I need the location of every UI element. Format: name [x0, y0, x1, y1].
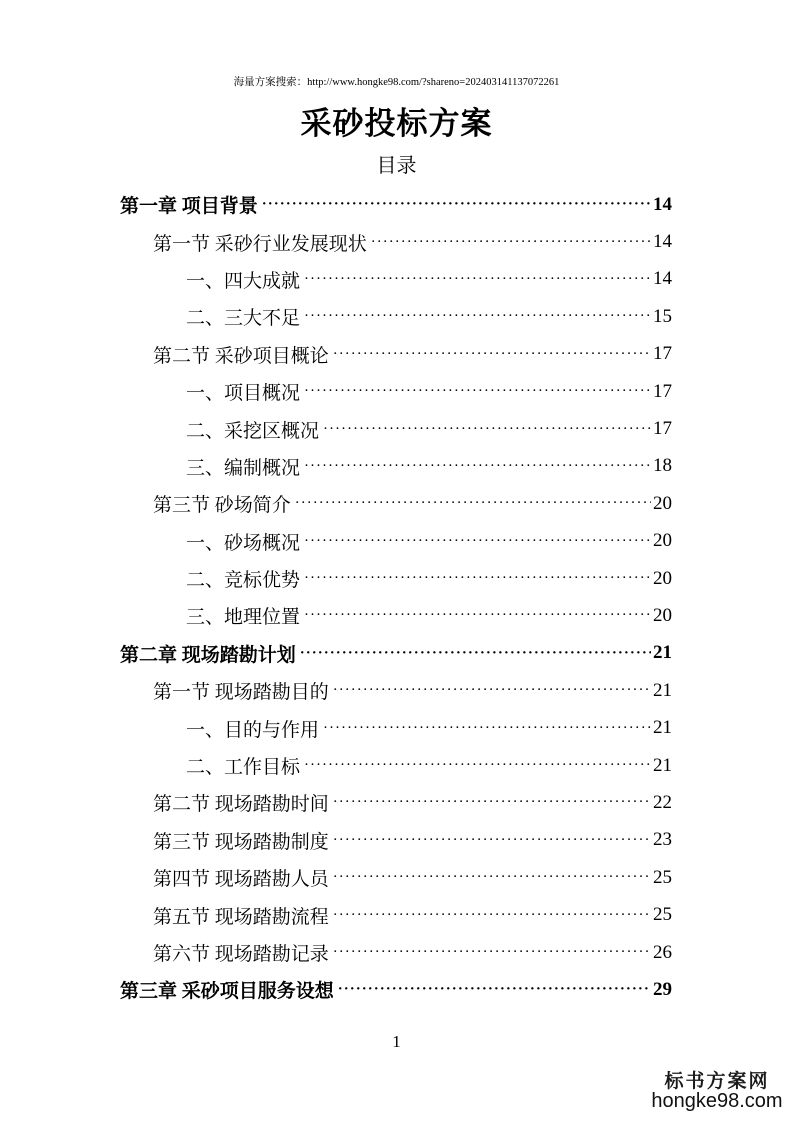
toc-leader-dots	[333, 346, 651, 363]
toc-leader-dots	[304, 458, 651, 475]
toc-entry-title: 第四节 现场踏勘人员	[153, 869, 329, 891]
toc-entry-item[interactable]	[120, 709, 672, 746]
toc-entry-page: 25	[653, 904, 672, 926]
toc-entry-page: 21	[653, 754, 672, 776]
toc-entry-page: 25	[653, 866, 672, 888]
toc-entry-page: 29	[653, 978, 672, 1000]
toc-entry-title: 二、竞标优势	[186, 570, 301, 592]
toc-entry-title: 第六节 现场踏勘记录	[153, 944, 329, 965]
toc-entry-item[interactable]	[120, 298, 672, 335]
toc-entry-title: 第二节 采砂项目概论	[153, 345, 329, 367]
toc-entry-title: 一、砂场概况	[186, 532, 301, 554]
toc-entry-section[interactable]	[120, 896, 672, 933]
toc-entry-item[interactable]	[120, 560, 672, 597]
toc-entry-page: 20	[653, 567, 672, 589]
toc-entry-page: 14	[653, 268, 672, 290]
toc-entry-page: 20	[653, 530, 672, 552]
toc-leader-dots	[304, 533, 651, 550]
toc-entry-chapter[interactable]	[120, 186, 672, 223]
toc-entry-title: 第一节 现场踏勘目的	[153, 682, 329, 704]
toc-leader-dots	[304, 607, 651, 624]
toc-entry-page: 22	[653, 791, 672, 813]
toc-entry-page: 23	[653, 829, 672, 851]
toc-leader-dots	[304, 757, 651, 774]
toc-entry-page: 20	[653, 492, 672, 514]
toc-entry-title: 第三章 采砂项目服务设想	[120, 981, 334, 1003]
toc-entry-chapter[interactable]	[120, 635, 672, 672]
header-url: 海量方案搜索：http://www.hongke98.com/?shareno=202403141137072261	[233, 77, 560, 88]
toc-leader-dots	[371, 234, 651, 251]
toc-entry-page: 17	[653, 380, 672, 402]
toc-entry-item[interactable]	[120, 373, 672, 410]
toc-leader-dots	[295, 495, 651, 512]
toc-leader-dots	[323, 421, 651, 438]
toc-entry-item[interactable]	[120, 448, 672, 485]
toc-entry-section[interactable]	[120, 485, 672, 522]
toc-leader-dots	[333, 832, 651, 849]
document-title: 采砂投标方案	[300, 106, 493, 141]
toc-leader-dots	[323, 720, 651, 737]
toc-leader-dots	[333, 944, 651, 961]
toc-entry-title: 二、三大不足	[186, 308, 301, 330]
toc-entry-title: 二、采挖区概况	[186, 420, 320, 442]
toc-entry-title: 一、项目概况	[186, 383, 301, 405]
toc-entry-title: 三、编制概况	[186, 457, 301, 479]
toc-entry-page: 14	[653, 193, 672, 215]
toc-entry-page: 17	[653, 418, 672, 440]
toc-leader-dots	[333, 907, 651, 924]
toc-entry-page: 21	[653, 642, 672, 664]
toc-leader-dots	[333, 682, 651, 699]
toc-entry-title: 第一章 项目背景	[120, 196, 258, 218]
toc-leader-dots	[304, 308, 651, 325]
toc-leader-dots	[333, 794, 651, 811]
toc-entry-item[interactable]	[120, 410, 672, 447]
toc-entry-section[interactable]	[120, 672, 672, 709]
toc-entry-title: 第二章 现场踏勘计划	[120, 644, 296, 666]
toc-entry-section[interactable]	[120, 822, 672, 859]
toc-leader-dots	[262, 196, 651, 213]
toc-entry-page: 20	[653, 604, 672, 626]
toc-entry-title: 第二节 现场踏勘时间	[153, 794, 329, 816]
toc-leader-dots	[304, 271, 651, 288]
toc-leader-dots	[300, 645, 651, 662]
page-number: 1	[392, 1032, 401, 1051]
watermark-en: hongke98.com	[651, 1090, 783, 1112]
toc-entry-page: 26	[653, 941, 672, 963]
toc-entry-title: 一、四大成就	[186, 270, 301, 292]
watermark-cn: 标书方案网	[664, 1070, 770, 1092]
toc-entry-page: 15	[653, 305, 672, 327]
toc-entry-item[interactable]	[120, 597, 672, 634]
toc-heading: 目录	[376, 155, 417, 177]
toc-entry-title: 第一节 采砂行业发展现状	[153, 233, 367, 255]
toc-entry-title: 二、工作目标	[186, 757, 301, 779]
toc-entry-item[interactable]	[120, 261, 672, 298]
table-of-contents	[120, 186, 672, 1009]
toc-entry-page: 17	[653, 343, 672, 365]
toc-leader-dots	[338, 981, 651, 998]
toc-leader-dots	[333, 869, 651, 886]
toc-entry-section[interactable]	[120, 223, 672, 260]
toc-entry-chapter[interactable]	[120, 971, 672, 1008]
toc-entry-page: 14	[653, 231, 672, 253]
toc-entry-page: 21	[653, 679, 672, 701]
toc-entry-section[interactable]	[120, 934, 672, 971]
toc-entry-page: 18	[653, 455, 672, 477]
toc-entry-title: 第五节 现场踏勘流程	[153, 906, 329, 928]
toc-leader-dots	[304, 570, 651, 587]
toc-entry-title: 第三节 砂场简介	[153, 495, 291, 517]
toc-entry-section[interactable]	[120, 336, 672, 373]
toc-entry-item[interactable]	[120, 747, 672, 784]
toc-entry-item[interactable]	[120, 523, 672, 560]
toc-entry-section[interactable]	[120, 859, 672, 896]
toc-entry-section[interactable]	[120, 784, 672, 821]
toc-entry-title: 第三节 现场踏勘制度	[153, 831, 329, 853]
toc-entry-title: 三、地理位置	[186, 607, 301, 629]
toc-entry-page: 21	[653, 717, 672, 739]
toc-leader-dots	[304, 383, 651, 400]
toc-entry-title: 一、目的与作用	[186, 719, 320, 741]
